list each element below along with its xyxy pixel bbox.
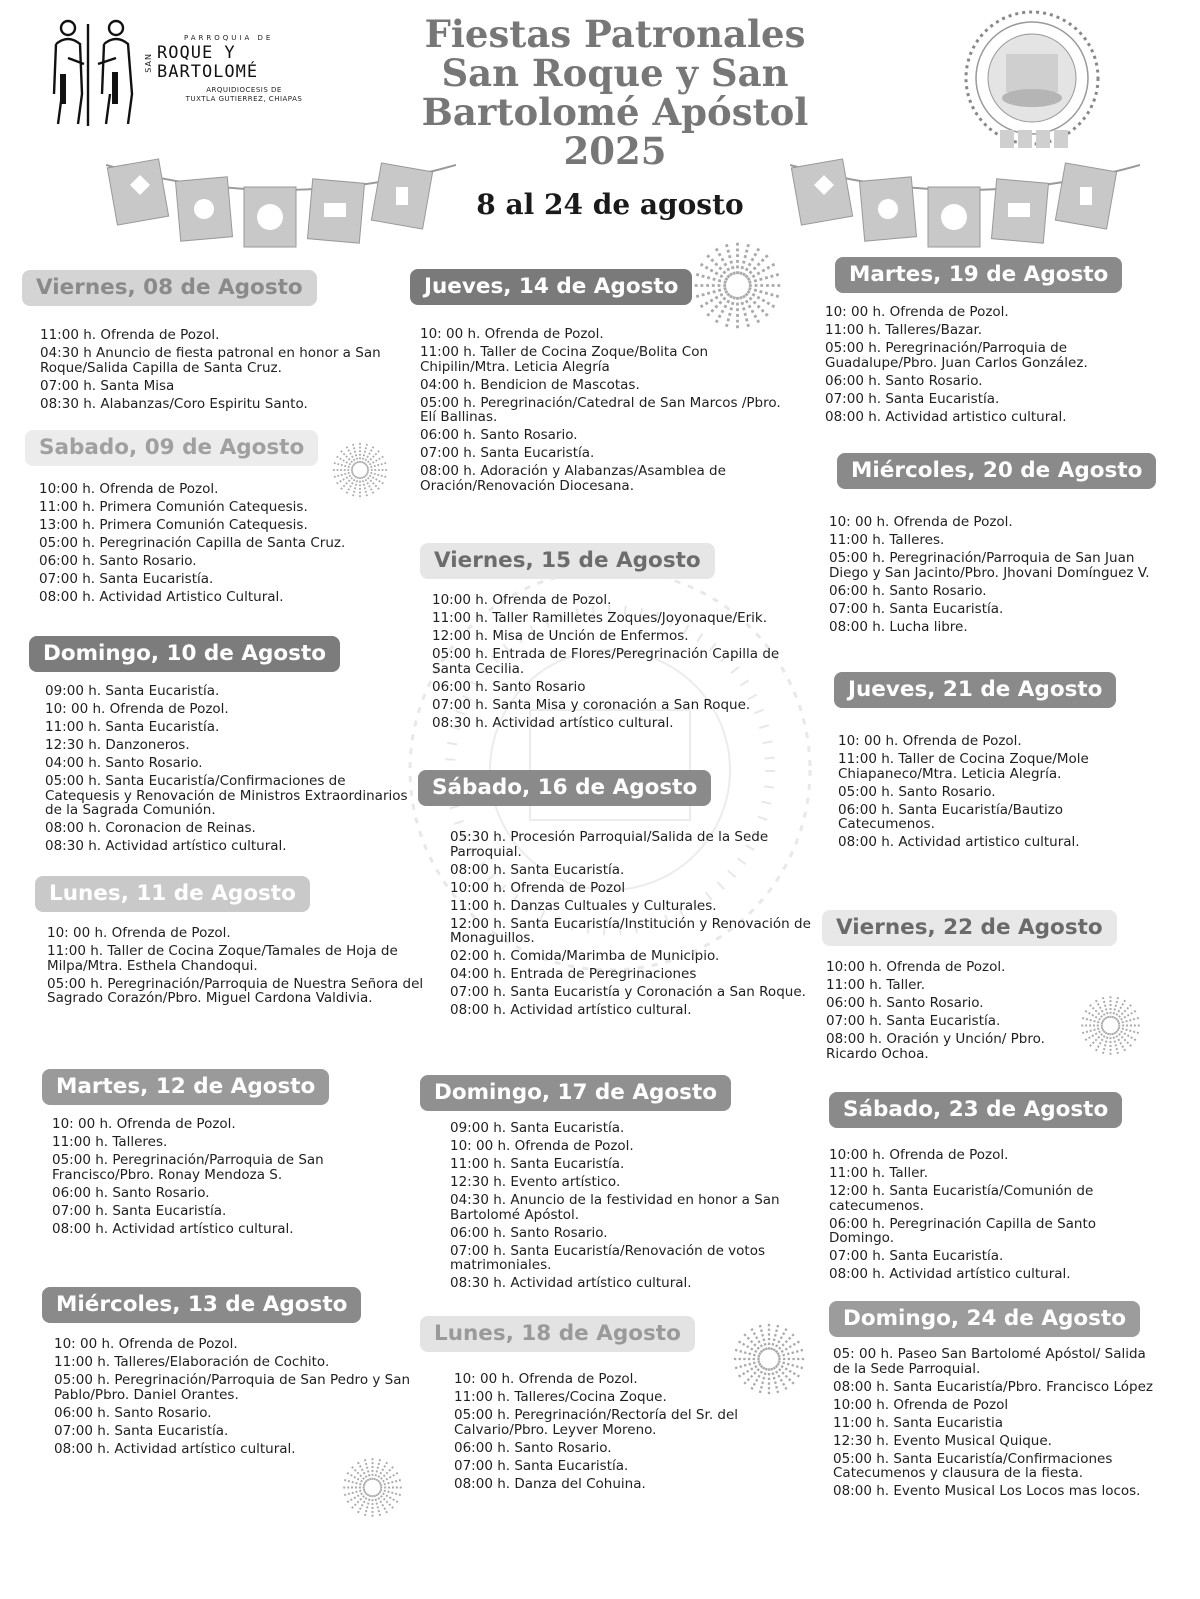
- event-item: 07:00 h. Santa Eucaristía.: [826, 1013, 1001, 1029]
- day-header: Lunes, 18 de Agosto: [420, 1316, 695, 1352]
- event-list: [39, 482, 425, 605]
- event-list: [454, 1372, 799, 1491]
- day-header: Miércoles, 13 de Agosto: [42, 1287, 361, 1323]
- event-item: 12:30 h. Danzoneros.: [45, 737, 190, 753]
- event-item: 10: 00 h. Ofrenda de Pozol.: [420, 326, 604, 342]
- event-item: 06:00 h. Santo Rosario.: [52, 1184, 210, 1201]
- event-item: 05:00 h. Peregrinación/Parroquia de San Juan Diego y San Jacinto/Pbro. Jhovani Domínguez V.: [829, 550, 1150, 581]
- event-item: 11:00 h. Santa Eucaristía.: [45, 719, 220, 735]
- event-item: 08:30 h. Alabanzas/Coro Espiritu Santo.: [40, 395, 308, 412]
- event-item: 12:30 h. Evento Musical Quique.: [833, 1432, 1052, 1449]
- event-item: 06:00 h. Santo Rosario.: [825, 372, 983, 389]
- event-list: [54, 1337, 424, 1456]
- event-item: 08:00 h. Actividad artístico cultural.: [52, 1220, 294, 1237]
- day-header: Jueves, 14 de Agosto: [410, 269, 692, 305]
- event-item: 05: 00 h. Paseo San Bartolomé Apóstol/ Salida de la Sede Parroquial.: [833, 1346, 1146, 1377]
- day-header: Lunes, 11 de Agosto: [35, 876, 310, 912]
- event-item: 06:00 h. Santo Rosario.: [39, 553, 197, 569]
- event-item: 07:00 h. Santa Eucaristía/Renovación de votos matrimoniales.: [450, 1242, 766, 1273]
- event-item: 10: 00 h. Ofrenda de Pozol.: [825, 304, 1009, 320]
- day-header: Sábado, 23 de Agosto: [829, 1092, 1122, 1128]
- day-section-martes-19: [825, 257, 1195, 428]
- event-item: 06:00 h. Peregrinación Capilla de Santo Domingo.: [829, 1215, 1097, 1246]
- logo-archdiocese-line2: TUXTLA GUTIERREZ, CHIAPAS: [185, 95, 303, 103]
- event-list: [47, 926, 447, 1006]
- day-section-miercoles-13: [42, 1287, 442, 1460]
- day-section-sabado-23: [829, 1092, 1189, 1285]
- day-section-martes-12: [42, 1069, 442, 1240]
- event-item: 10:00 h. Ofrenda de Pozol: [833, 1396, 1009, 1413]
- event-item: 06:00 h. Santa Eucaristía/Bautizo Catecumenos.: [838, 801, 1064, 832]
- event-item: 04:30 h Anuncio de fiesta patronal en honor a San Roque/Salida Capilla de Santa Cruz.: [40, 345, 381, 376]
- event-item: 07:00 h. Santa Eucaristía.: [52, 1202, 227, 1219]
- event-item: 05:00 h. Peregrinación/Parroquia de San Pedro y San Pablo/Pbro. Daniel Orantes.: [54, 1372, 411, 1403]
- day-header: Viernes, 22 de Agosto: [822, 910, 1117, 946]
- logo-name-line1: ROQUE Y: [157, 43, 236, 63]
- event-item: 04:30 h. Anuncio de la festividad en honor a San Bartolomé Apóstol.: [450, 1192, 780, 1223]
- event-item: 06:00 h. Santo Rosario.: [826, 995, 984, 1011]
- event-item: 07:00 h. Santa Eucaristía.: [454, 1457, 629, 1474]
- logo-archdiocese-line1: ARQUIDIOCESIS DE: [206, 86, 282, 94]
- event-item: 11:00 h. Taller.: [826, 977, 926, 993]
- event-item: 07:00 h. Santa Eucaristía.: [420, 445, 595, 461]
- event-item: 10:00 h. Ofrenda de Pozol.: [39, 481, 219, 497]
- event-item: 10:00 h. Ofrenda de Pozol.: [432, 592, 612, 608]
- logo-name-line2: BARTOLOMÉ: [157, 62, 259, 82]
- event-item: 11:00 h. Talleres.: [52, 1134, 168, 1150]
- event-item: 08:00 h. Santa Eucaristía.: [450, 861, 625, 878]
- parish-logo: [48, 14, 338, 129]
- event-item: 11:00 h. Santa Eucaristia: [833, 1414, 1004, 1431]
- day-section-miercoles-20: [829, 453, 1197, 638]
- day-header: Domingo, 10 de Agosto: [29, 636, 340, 672]
- event-item: 05:00 h. Peregrinación/Parroquia de Guadalupe/Pbro. Juan Carlos González.: [825, 340, 1088, 371]
- day-section-domingo-17: [420, 1075, 820, 1294]
- event-item: 09:00 h. Santa Eucaristía.: [450, 1120, 625, 1136]
- event-item: 08:00 h. Actividad artístico cultural.: [54, 1440, 296, 1457]
- event-list: [40, 328, 422, 411]
- day-header: Miércoles, 20 de Agosto: [837, 453, 1156, 489]
- event-item: 08:00 h. Coronacion de Reinas.: [45, 820, 256, 836]
- event-item: 11:00 h. Talleres/Cocina Zoque.: [454, 1389, 667, 1405]
- event-item: 07:00 h. Santa Eucaristía.: [39, 571, 214, 587]
- event-item: 10:00 h. Ofrenda de Pozol.: [829, 1147, 1009, 1163]
- event-item: 11:00 h. Primera Comunión Catequesis.: [39, 499, 308, 515]
- event-item: 09:00 h. Santa Eucaristía.: [45, 683, 220, 699]
- event-item: 08:00 h. Actividad artístico cultural.: [829, 1266, 1071, 1282]
- event-list: [52, 1117, 402, 1236]
- event-item: 07:00 h. Santa Misa y coronación a San Roque.: [432, 696, 751, 713]
- event-item: 05:00 h. Entrada de Flores/Peregrinación Capilla de Santa Cecilia.: [432, 646, 780, 677]
- event-item: 08:00 h. Actividad artistico cultural.: [838, 834, 1080, 850]
- event-item: 05:00 h. Peregrinación/Parroquia de Nuestra Señora del Sagrado Corazón/Pbro. Miguel Cardona Valdivia.: [47, 975, 424, 1006]
- event-item: 05:00 h. Peregrinación/Rectoría del Sr. del Calvario/Pbro. Leyver Moreno.: [454, 1407, 739, 1438]
- event-item: 11:00 h. Taller.: [829, 1165, 929, 1181]
- day-section-viernes-15: [420, 543, 820, 734]
- event-item: 10: 00 h. Ofrenda de Pozol.: [454, 1371, 638, 1387]
- day-section-domingo-10: [29, 636, 429, 857]
- event-item: 10:00 h. Ofrenda de Pozol.: [826, 959, 1006, 975]
- event-item: 08:00 h. Danza del Cohuina.: [454, 1475, 646, 1492]
- event-item: 04:00 h. Bendicion de Mascotas.: [420, 376, 640, 393]
- event-item: 11:00 h. Taller de Cocina Zoque/Tamales de Hoja de Milpa/Mtra. Esthela Chandoqui.: [47, 943, 398, 974]
- event-item: 02:00 h. Comida/Marimba de Municipio.: [450, 948, 720, 964]
- event-item: 11:00 h. Talleres.: [829, 532, 945, 548]
- logo-parish-label: PARROQUIA DE: [184, 34, 274, 42]
- event-item: 04:00 h. Entrada de Peregrinaciones: [450, 966, 697, 982]
- day-header: Domingo, 24 de Agosto: [829, 1301, 1140, 1337]
- event-item: 11:00 h. Taller de Cocina Zoque/Mole Chiapaneco/Mtra. Leticia Alegría.: [838, 751, 1089, 782]
- event-item: 05:00 h. Peregrinación/Catedral de San Marcos /Pbro. Elí Ballinas.: [420, 394, 781, 425]
- event-item: 08:30 h. Actividad artístico cultural.: [450, 1275, 692, 1291]
- day-header: Martes, 12 de Agosto: [42, 1069, 329, 1105]
- event-item: 11:00 h. Ofrenda de Pozol.: [40, 327, 220, 343]
- event-item: 08:00 h. Lucha libre.: [829, 618, 968, 635]
- day-section-lunes-18: [420, 1316, 820, 1495]
- event-item: 10: 00 h. Ofrenda de Pozol.: [829, 514, 1013, 530]
- event-item: 08:00 h. Santa Eucaristía/Pbro. Francisco López: [833, 1378, 1153, 1395]
- event-item: 11:00 h. Talleres/Elaboración de Cochito.: [54, 1354, 330, 1370]
- event-item: 08:30 h. Actividad artístico cultural.: [432, 714, 674, 731]
- event-item: 06:00 h. Santo Rosario: [432, 678, 586, 695]
- event-list: [829, 1148, 1149, 1282]
- day-section-viernes-22: [822, 910, 1182, 1065]
- papel-picado-banner-right: [790, 145, 1140, 255]
- day-section-lunes-11: [35, 876, 445, 1009]
- event-item: 07:00 h. Santa Misa: [40, 377, 175, 394]
- event-item: 08:00 h. Actividad artistico cultural.: [825, 408, 1067, 425]
- day-header: Sábado, 16 de Agosto: [418, 770, 711, 806]
- event-item: 07:00 h. Santa Eucaristía y Coronación a San Roque.: [450, 984, 806, 1000]
- papel-picado-banner-left: [106, 145, 456, 255]
- event-item: 10: 00 h. Ofrenda de Pozol.: [52, 1116, 236, 1132]
- event-list: [45, 684, 415, 854]
- day-section-sabado-09: [25, 430, 425, 608]
- event-list: [450, 830, 825, 1018]
- day-section-sabado-16: [418, 770, 828, 1021]
- saints-illustration: [48, 14, 138, 129]
- festival-seal-logo: [958, 6, 1106, 156]
- day-header: Martes, 19 de Agosto: [835, 257, 1122, 293]
- event-item: 13:00 h. Primera Comunión Catequesis.: [39, 517, 308, 533]
- event-list: [826, 960, 1056, 1061]
- event-item: 08:00 h. Evento Musical Los Locos mas locos.: [833, 1483, 1141, 1499]
- event-list: [420, 327, 795, 493]
- day-section-viernes-08: [22, 270, 422, 415]
- event-item: 08:00 h. Adoración y Alabanzas/Asamblea de Oración/Renovación Diocesana.: [420, 463, 726, 494]
- event-item: 11:00 h. Taller Ramilletes Zoques/Joyonaque/Erik.: [432, 610, 768, 626]
- day-section-jueves-14: [410, 269, 800, 497]
- event-item: 05:00 h. Santo Rosario.: [838, 783, 996, 800]
- event-list: [838, 734, 1158, 850]
- event-item: 07:00 h. Santa Eucaristía.: [825, 390, 1000, 407]
- event-item: 05:30 h. Procesión Parroquial/Salida de la Sede Parroquial.: [450, 829, 769, 860]
- event-item: 10: 00 h. Ofrenda de Pozol.: [838, 733, 1022, 749]
- event-item: 10:00 h. Ofrenda de Pozol: [450, 879, 626, 896]
- event-item: 11:00 h. Danzas Cultuales y Culturales.: [450, 897, 717, 914]
- event-item: 06:00 h. Santo Rosario.: [54, 1404, 212, 1421]
- event-item: 07:00 h. Santa Eucaristía.: [829, 1248, 1004, 1264]
- event-list: [829, 515, 1174, 634]
- event-item: 06:00 h. Santo Rosario.: [454, 1439, 612, 1456]
- day-header: Domingo, 17 de Agosto: [420, 1075, 731, 1111]
- event-item: 12:00 h. Santa Eucaristía/Institución y Renovación de Monaguillos.: [450, 915, 811, 946]
- day-header: Jueves, 21 de Agosto: [834, 672, 1116, 708]
- event-item: 05:00 h. Peregrinación Capilla de Santa Cruz.: [39, 535, 346, 551]
- event-item: 11:00 h. Santa Eucaristía.: [450, 1156, 625, 1172]
- event-item: 08:00 h. Actividad Artistico Cultural.: [39, 589, 284, 605]
- event-item: 06:00 h. Santo Rosario.: [450, 1224, 608, 1241]
- event-item: 11:00 h. Taller de Cocina Zoque/Bolita Con Chipilin/Mtra. Leticia Alegría: [420, 344, 709, 375]
- firework-decoration: [340, 1455, 405, 1520]
- page-title: Fiestas Patronales San Roque y San Bartolomé Apóstol 2025: [421, 12, 809, 173]
- day-section-jueves-21: [834, 672, 1194, 853]
- event-item: 10: 00 h. Ofrenda de Pozol.: [450, 1138, 634, 1154]
- event-list: [450, 1121, 820, 1291]
- festival-dates: 8 al 24 de agosto: [476, 188, 744, 221]
- event-item: 11:00 h. Talleres/Bazar.: [825, 322, 983, 338]
- event-list: [432, 593, 817, 730]
- event-item: 06:00 h. Santo Rosario.: [829, 582, 987, 599]
- event-item: 10: 00 h. Ofrenda de Pozol.: [45, 701, 229, 717]
- event-item: 07:00 h. Santa Eucaristía.: [54, 1422, 229, 1439]
- logo-san-label: SAN: [144, 53, 153, 73]
- event-item: 05:00 h. Santa Eucaristía/Confirmaciones de Catequesis y Renovación de Ministros Extraordinarios de la Sagrada Comunión.: [45, 773, 408, 818]
- event-item: 07:00 h. Santa Eucaristía.: [829, 600, 1004, 617]
- event-item: 08:00 h. Actividad artístico cultural.: [450, 1002, 692, 1018]
- event-item: 06:00 h. Santo Rosario.: [420, 427, 578, 443]
- event-item: 08:00 h. Oración y Unción/ Pbro. Ricardo Ochoa.: [826, 1031, 1045, 1062]
- day-header: Sabado, 09 de Agosto: [25, 430, 318, 466]
- event-item: 04:00 h. Santo Rosario.: [45, 755, 203, 771]
- event-item: 12:00 h. Misa de Unción de Enfermos.: [432, 628, 689, 644]
- event-item: 12:00 h. Santa Eucaristía/Comunión de catecumenos.: [829, 1183, 1094, 1214]
- event-item: 05:00 h. Peregrinación/Parroquia de San Francisco/Pbro. Ronay Mendoza S.: [52, 1152, 324, 1183]
- event-item: 10: 00 h. Ofrenda de Pozol.: [54, 1336, 238, 1352]
- day-header: Viernes, 08 de Agosto: [22, 270, 317, 306]
- event-item: 10: 00 h. Ofrenda de Pozol.: [47, 925, 231, 941]
- event-item: 05:00 h. Santa Eucaristía/Confirmaciones Catecumenos y clausura de la fiesta.: [833, 1450, 1113, 1481]
- event-list: [825, 305, 1175, 424]
- event-item: 12:30 h. Evento artístico.: [450, 1174, 621, 1190]
- event-list: [833, 1347, 1163, 1499]
- event-item: 08:30 h. Actividad artístico cultural.: [45, 838, 287, 854]
- day-header: Viernes, 15 de Agosto: [420, 543, 715, 579]
- day-section-domingo-24: [829, 1301, 1189, 1502]
